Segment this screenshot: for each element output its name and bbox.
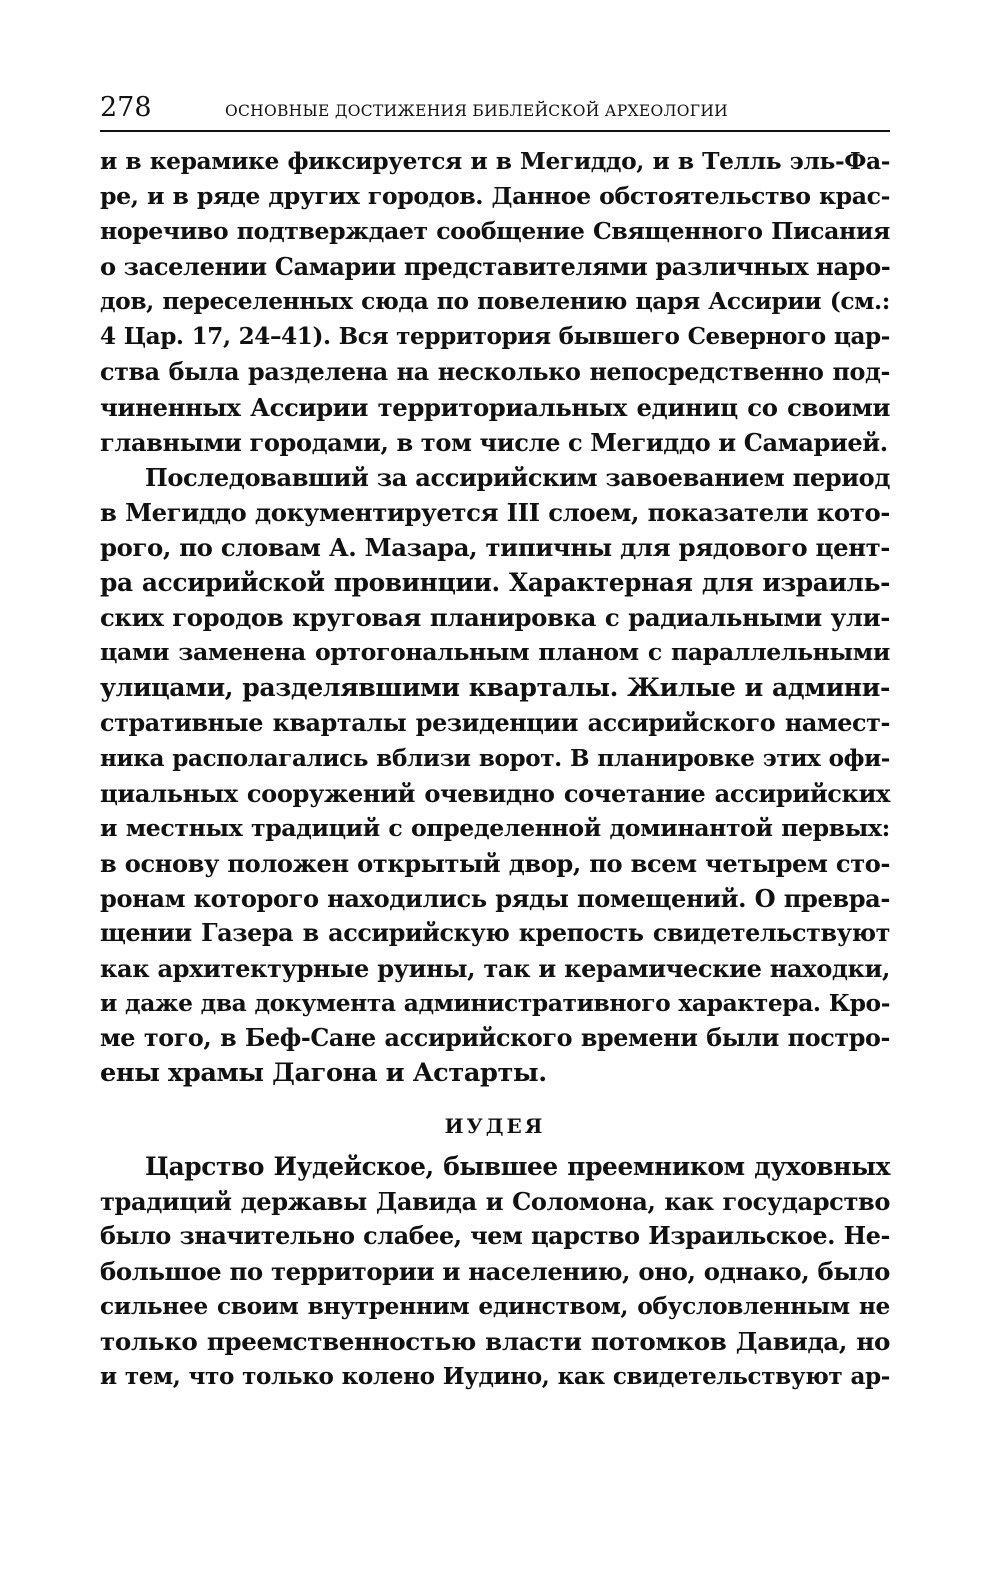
text-line: сильнее своим внутренним единством, обусловленным не: [100, 1291, 890, 1320]
section-heading: ИУДЕЯ: [444, 1113, 546, 1138]
paragraph-3: [100, 1149, 890, 1395]
text-line: Царство Иудейское, бывшее преемником духовных: [145, 1151, 890, 1181]
text-line: щении Газера в ассирийскую крепость свидетельствуют: [100, 919, 890, 948]
text-line: в Мегиддо документируется III слоем, показатели кото-: [100, 497, 890, 527]
text-line: ра ассирийской провинции. Характерная для израиль-: [100, 568, 890, 598]
text-line: большое по территории и населению, оно, однако, было: [100, 1256, 890, 1286]
text-line: ника располагались вблизи ворот. В планировке этих офи-: [100, 744, 890, 772]
text-line: циальных сооружений очевидно сочетание ассирийских: [100, 778, 890, 808]
paragraph-2: [100, 460, 890, 1092]
text-line: рого, по словам А. Мазара, типичны для рядового цент-: [100, 533, 890, 563]
text-line: Последовавший за ассирийским завоеванием период: [145, 462, 890, 492]
text-line: ре, и в ряде других городов. Данное обстоятельство крас-: [100, 182, 890, 211]
text-line: только преемственностью власти потомков Давида, но: [100, 1327, 890, 1356]
text-line: ских городов круговая планировка с радиальными ули-: [100, 603, 890, 633]
text-line: в основу положен открытый двор, по всем четырем сто-: [100, 848, 890, 878]
text-line: стративные кварталы резиденции ассирийского намест-: [100, 708, 890, 737]
text-line: ронам которого находились ряды помещений. О превра-: [100, 883, 890, 913]
text-line: ме того, в Беф-Сане ассирийского времени были постро-: [100, 1024, 890, 1053]
text-line: 4 Цар. 17, 24–41). Вся территория бывшего Северного цар-: [100, 323, 890, 351]
text-line: традиций державы Давида и Соломона, как государство: [100, 1186, 890, 1216]
page-number: 278: [100, 92, 152, 123]
running-title: ОСНОВНЫЕ ДОСТИЖЕНИЯ БИБЛЕЙСКОЙ АРХЕОЛОГИИ: [225, 102, 728, 120]
body-text: [100, 144, 890, 1394]
text-line: и в керамике фиксируется и в Мегиддо, и в Телль эль-Фа-: [100, 147, 890, 175]
running-header: [100, 92, 890, 132]
text-line: как архитектурные руины, так и керамические находки,: [100, 954, 890, 984]
book-page: [100, 92, 890, 1394]
text-line: ены храмы Дагона и Астарты.: [100, 1058, 547, 1089]
text-line: ства была разделена на несколько непосредственно под-: [100, 357, 890, 386]
text-line: было значительно слабее, чем царство Израильское. Не-: [100, 1221, 890, 1250]
text-line: и даже два документа административного характера. Кро-: [100, 989, 890, 1018]
text-line: дов, переселенных сюда по повелению царя Ассирии (см.:: [100, 287, 890, 316]
text-line: о заселении Самарии представителями различных наро-: [100, 252, 891, 282]
text-line: чиненных Ассирии территориальных единиц со своими: [100, 392, 890, 422]
text-line: улицами, разделявшими кварталы. Жилые и админи-: [100, 672, 890, 703]
text-line: и местных традиций с определенной доминантой первых:: [100, 813, 890, 842]
paragraph-1: [100, 144, 890, 460]
text-line: норечиво подтверждает сообщение Священного Писания: [100, 217, 890, 246]
text-line: главными городами, в том числе с Мегиддо и Самарией.: [100, 427, 888, 457]
text-line: и тем, что только колено Иудино, как свидетельствуют ар-: [100, 1363, 890, 1391]
text-line: цами заменена ортогональным планом с параллельными: [100, 638, 890, 667]
